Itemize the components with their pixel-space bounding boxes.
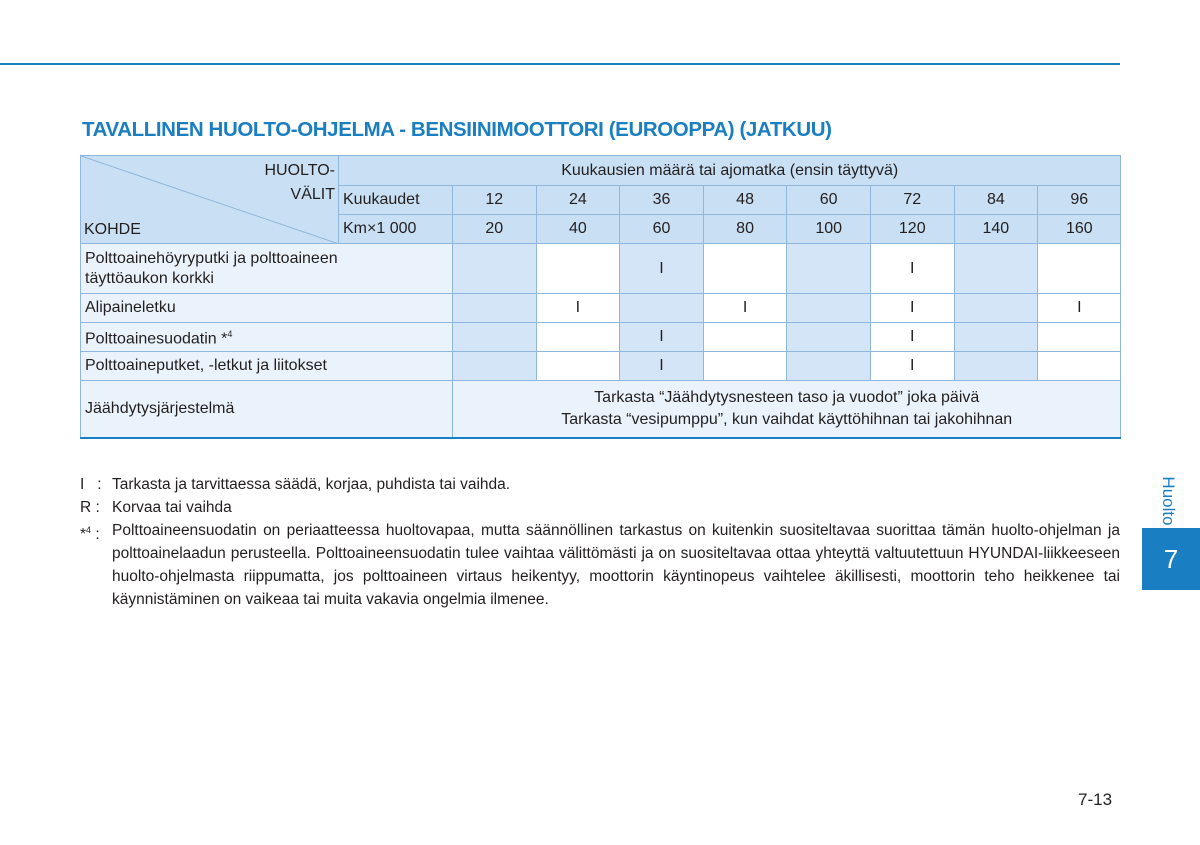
chapter-side-label-text: Huolto [1159, 476, 1178, 526]
months-cell: 60 [787, 186, 871, 215]
item-cell: Alipaineletku [81, 294, 453, 323]
mark-cell [954, 244, 1038, 294]
mark-cell: I [620, 244, 704, 294]
months-cell: 48 [703, 186, 787, 215]
page-title: TAVALLINEN HUOLTO-OHJELMA - BENSIINIMOOTTORI (EUROOPPA) (JATKUU) [82, 118, 832, 141]
cooling-note-line1: Tarkasta “Jäähdytysnesteen taso ja vuodot” joka päivä [594, 388, 980, 406]
table-row [81, 323, 1121, 352]
mark-cell: I [620, 352, 704, 381]
legend-key-colon: : [91, 526, 100, 544]
mark-cell [703, 323, 787, 352]
mark-cell [453, 352, 537, 381]
mark-cell: I [870, 244, 954, 294]
km-cell: 20 [453, 215, 537, 244]
mark-cell [453, 294, 537, 323]
mark-cell [954, 323, 1038, 352]
mark-cell [954, 352, 1038, 381]
item-cell: Jäähdytysjärjestelmä [81, 381, 453, 438]
months-cell: 72 [870, 186, 954, 215]
months-cell: 36 [620, 186, 704, 215]
mark-cell [1038, 352, 1121, 381]
table-row [81, 294, 1121, 323]
top-rule [0, 63, 1120, 65]
mark-cell: I [870, 294, 954, 323]
mark-cell [536, 352, 620, 381]
mark-cell [787, 323, 871, 352]
table-row [81, 352, 1121, 381]
mark-cell [787, 244, 871, 294]
mark-cell: I [870, 323, 954, 352]
item-label: Polttoainesuodatin * [85, 330, 228, 348]
mark-cell: I [703, 294, 787, 323]
mark-cell: I [1038, 294, 1121, 323]
legend-item [80, 496, 1120, 519]
mark-cell: I [536, 294, 620, 323]
km-cell: 140 [954, 215, 1038, 244]
km-cell: 40 [536, 215, 620, 244]
months-label: Kuukaudet [339, 186, 453, 215]
footnote-marker: 4 [86, 525, 92, 535]
mark-cell [453, 244, 537, 294]
legend-key: R : [80, 499, 100, 516]
legend-key-star: * [80, 526, 87, 544]
mark-cell [620, 294, 704, 323]
mark-cell: I [870, 352, 954, 381]
mark-cell [536, 244, 620, 294]
mark-cell [453, 323, 537, 352]
item-corner-label: KOHDE [84, 221, 141, 238]
km-cell: 120 [870, 215, 954, 244]
mark-cell [787, 352, 871, 381]
km-cell: 80 [703, 215, 787, 244]
legend-key: I : [80, 476, 102, 493]
footnote-marker: 4 [227, 329, 233, 340]
cooling-note-line2: Tarkasta “vesipumppu”, kun vaihdat käyttöhihnan tai jakohihnan [561, 410, 1013, 428]
mark-cell [954, 294, 1038, 323]
legend [80, 473, 1120, 611]
km-cell: 60 [620, 215, 704, 244]
legend-text: Polttoaineensuodatin on periaatteessa huoltovapaa, mutta säännöllinen tarkastus on kuitenkin suositeltavaa suorittaa tämän huolto-ohjelman ja polttoainelaadun perusteella. Polttoaineensuodatin tulee vaihtaa välittömästi ja on suositeltavaa ottaa yhteyttä valtuutettuun HYUNDAI-liikkeeseen huolto-ohjelmasta riippumatta, jos polttoaineen virtaus heikentyy, moottorin käyntinopeus vaihtelee äkillisesti, moottorin teho heikkenee tai käynnistäminen on vaikeaa tai muita vakavia ongelmia ilmenee. [112, 522, 1120, 608]
mark-cell [1038, 244, 1121, 294]
item-cell [81, 244, 453, 294]
interval-corner-label [264, 159, 335, 207]
chapter-tab: 7 [1142, 528, 1200, 590]
cooling-note [453, 381, 1121, 438]
item-label-line2: täyttöaukon korkki [85, 269, 214, 287]
table-row [81, 244, 1121, 294]
maintenance-schedule-table [80, 155, 1121, 439]
km-cell: 160 [1038, 215, 1121, 244]
page-number: 7-13 [1078, 790, 1113, 809]
months-cell: 24 [536, 186, 620, 215]
chapter-side-label [1148, 474, 1188, 528]
item-cell: Polttoaineputket, -letkut ja liitokset [81, 352, 453, 381]
item-cell [81, 323, 453, 352]
legend-text: Tarkasta ja tarvittaessa säädä, korjaa, puhdista tai vaihda. [112, 476, 511, 493]
mark-cell [536, 323, 620, 352]
mark-cell [703, 244, 787, 294]
months-cell: 84 [954, 186, 1038, 215]
km-cell: 100 [787, 215, 871, 244]
interval-header: Kuukausien määrä tai ajomatka (ensin täyttyvä) [339, 156, 1121, 186]
legend-text: Korvaa tai vaihda [112, 499, 232, 516]
legend-key [80, 519, 112, 611]
table-row [81, 381, 1121, 438]
months-cell: 96 [1038, 186, 1121, 215]
km-label: Km×1 000 [339, 215, 453, 244]
interval-label-line2: VÄLIT [290, 186, 335, 203]
mark-cell [787, 294, 871, 323]
table-corner-header [81, 156, 339, 244]
mark-cell [703, 352, 787, 381]
legend-item [80, 473, 1120, 496]
interval-label-line1: HUOLTO- [264, 162, 335, 179]
mark-cell: I [620, 323, 704, 352]
item-label-line1: Polttoainehöyryputki ja polttoaineen [85, 249, 338, 267]
mark-cell [1038, 323, 1121, 352]
months-cell: 12 [453, 186, 537, 215]
legend-item [80, 519, 1120, 611]
